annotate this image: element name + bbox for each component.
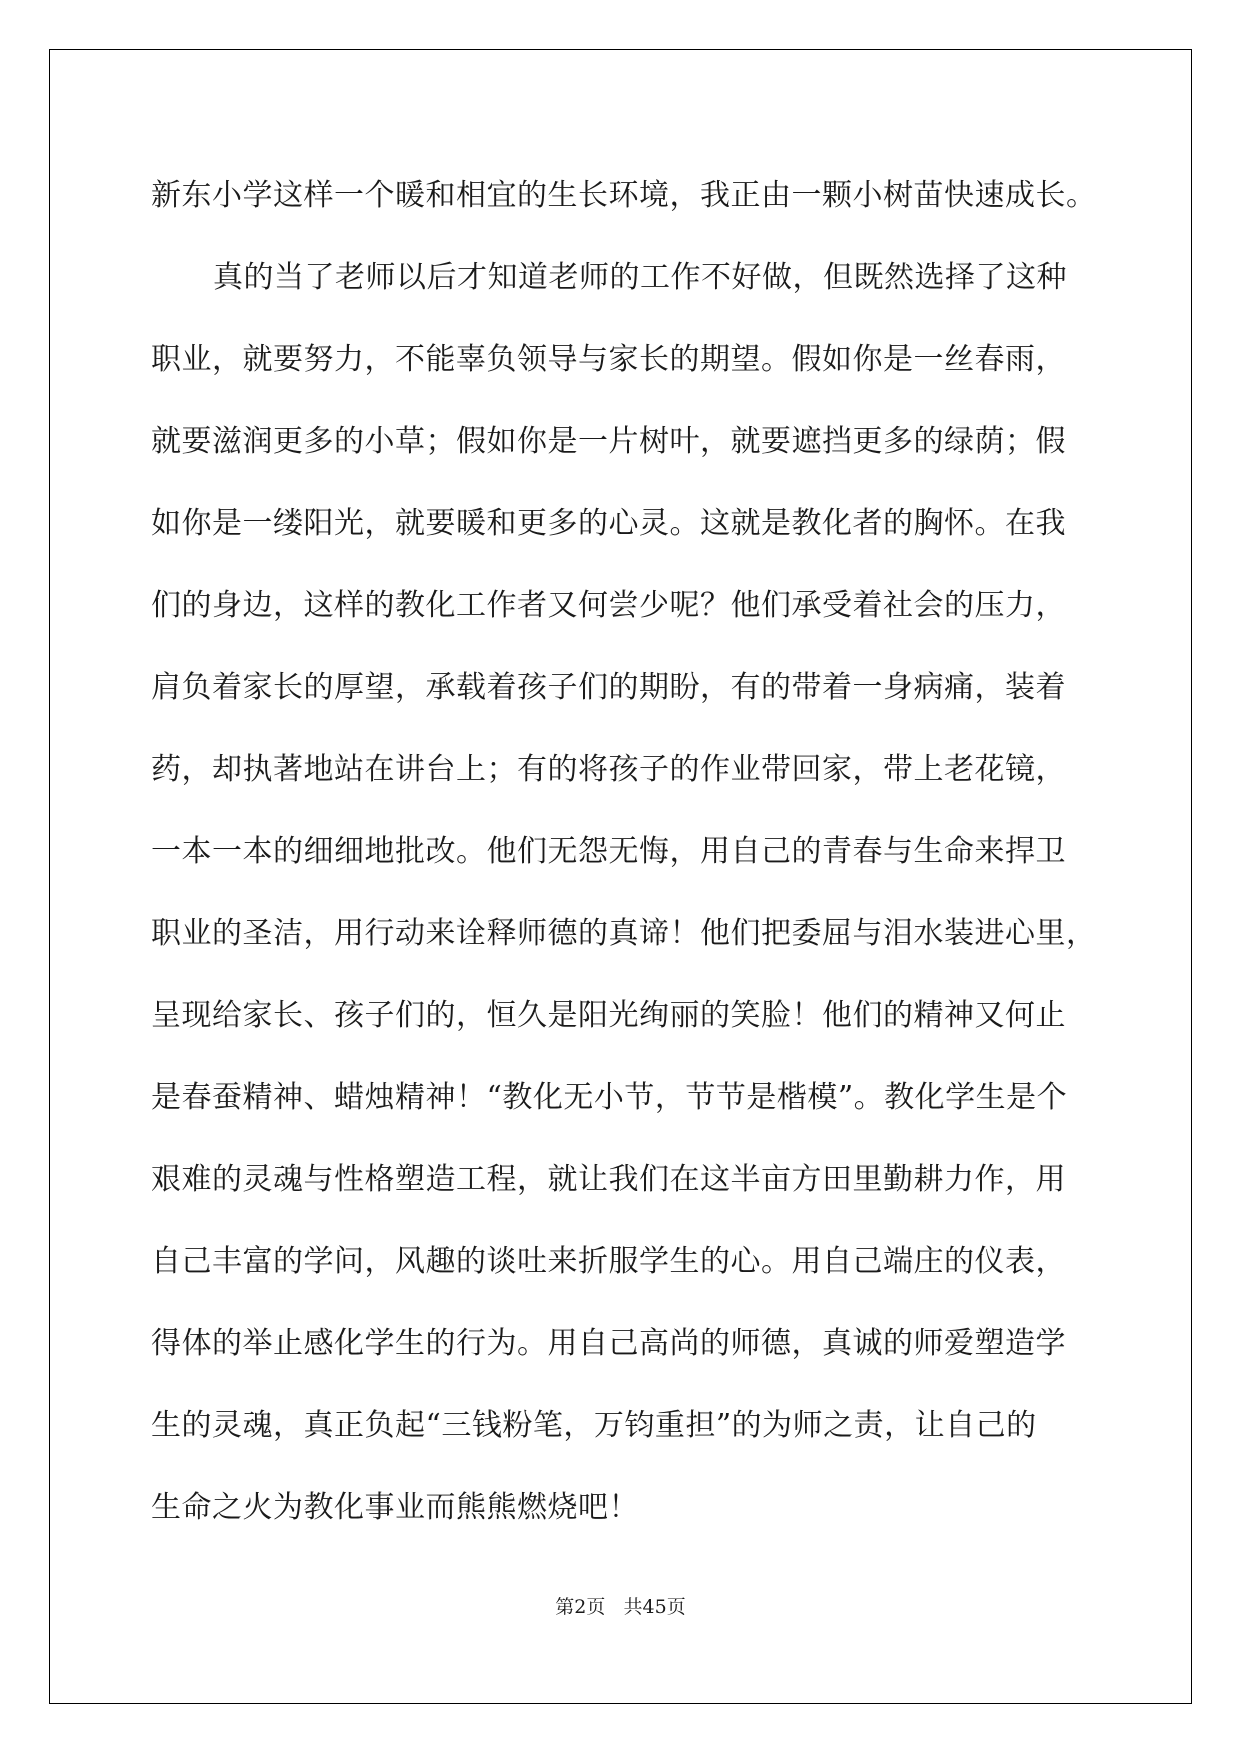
text-line: 自己丰富的学问，风趣的谈吐来折服学生的心。用自己端庄的仪表，	[151, 1244, 1066, 1279]
text-line: 们的身边，这样的教化工作者又何尝少呢？他们承受着社会的压力，	[151, 588, 1066, 623]
text-line: 呈现给家长、孩子们的，恒久是阳光绚丽的笑脸！他们的精神又何止	[151, 998, 1066, 1033]
text-line: 职业的圣洁，用行动来诠释师德的真谛！他们把委屈与泪水装进心里，	[151, 916, 1097, 951]
text-line: 生命之火为教化事业而熊熊燃烧吧！	[151, 1490, 639, 1525]
text-line: 艰难的灵魂与性格塑造工程，就让我们在这半亩方田里勤耕力作，用	[151, 1162, 1066, 1197]
text-line: 如你是一缕阳光，就要暖和更多的心灵。这就是教化者的胸怀。在我	[151, 506, 1066, 541]
text-line: 得体的举止感化学生的行为。用自己高尚的师德，真诚的师爱塑造学	[151, 1326, 1066, 1361]
text-line: 药，却执著地站在讲台上；有的将孩子的作业带回家，带上老花镜，	[151, 752, 1066, 787]
page-number: 第2页	[555, 1596, 606, 1618]
text-line: 职业，就要努力，不能辜负领导与家长的期望。假如你是一丝春雨，	[151, 342, 1066, 377]
page-total: 共45页	[623, 1596, 686, 1618]
page-footer	[0, 1592, 1241, 1619]
text-line: 肩负着家长的厚望，承载着孩子们的期盼，有的带着一身病痛，装着	[151, 670, 1066, 705]
document-body	[151, 155, 1097, 1549]
text-line: 一本一本的细细地批改。他们无怨无悔，用自己的青春与生命来捍卫	[151, 834, 1066, 869]
text-line: 新东小学这样一个暖和相宜的生长环境，我正由一颗小树苗快速成长。	[151, 178, 1097, 213]
text-line: 真的当了老师以后才知道老师的工作不好做，但既然选择了这种	[213, 260, 1067, 295]
text-line: 是春蚕精神、蜡烛精神！“教化无小节，节节是楷模”。教化学生是个	[151, 1080, 1068, 1115]
text-line: 就要滋润更多的小草；假如你是一片树叶，就要遮挡更多的绿荫；假	[151, 424, 1066, 459]
text-line: 生的灵魂，真正负起“三钱粉笔，万钧重担”的为师之责，让自己的	[151, 1408, 1037, 1443]
